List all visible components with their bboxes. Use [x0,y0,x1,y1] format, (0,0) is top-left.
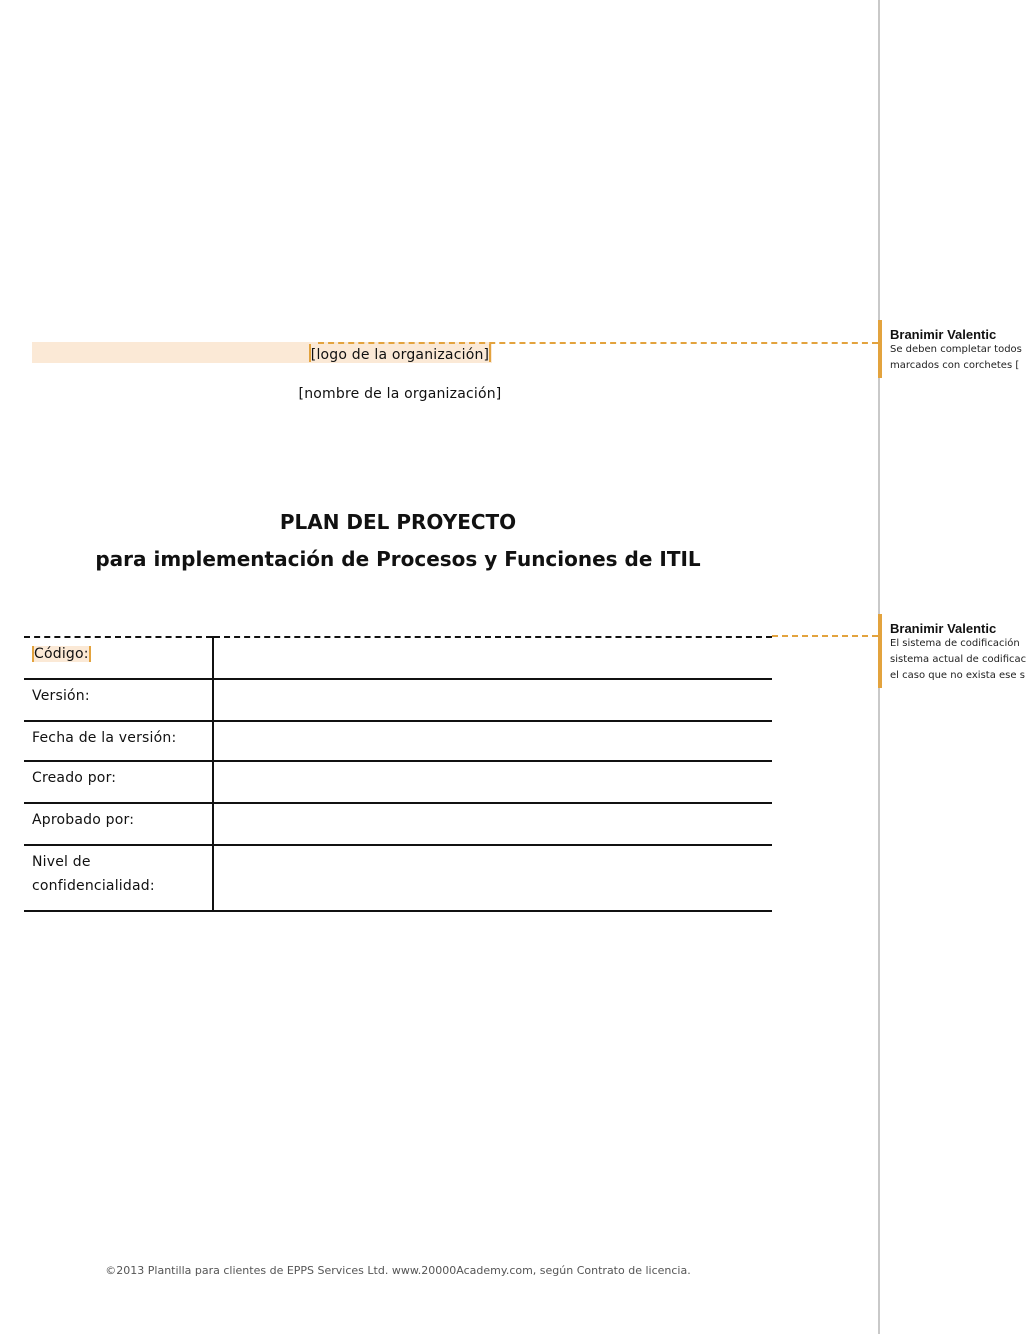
code-comment-highlight[interactable]: Código: [34,646,89,662]
comment-balloon[interactable] [878,614,1026,688]
table-row [24,679,772,721]
created-by-value[interactable] [213,761,772,803]
table-row [24,761,772,803]
page-footer: ©2013 Plantilla para clientes de EPPS Services Ltd. www.20000Academy.com, según Contrato de licencia. [105,1264,691,1277]
document-metadata-table [24,636,772,912]
version-date-label: Fecha de la versión: [24,721,213,761]
version-value[interactable] [213,679,772,721]
table-row [24,721,772,761]
logo-placeholder[interactable]: [logo de la organización] [0,344,800,363]
code-value[interactable] [213,637,772,679]
table-row [24,845,772,911]
comment-connector-1 [318,342,878,344]
table-row [24,803,772,845]
organization-name[interactable]: [nombre de la organización] [298,386,502,402]
approved-by-label: Aprobado por: [24,803,213,845]
comment-end-marker [489,344,491,362]
created-by-label: Creado por: [24,761,213,803]
comment-connector-2 [772,635,878,637]
comment-balloon[interactable] [878,320,1026,378]
table-row [24,637,772,679]
comment-text-line: Se deben completar todos [890,344,1022,355]
comment-text-line: marcados con corchetes [ [890,360,1020,371]
comment-author: Branimir Valentic [890,621,997,636]
comment-text-line: el caso que no exista ese s [890,670,1025,681]
document-title: PLAN DEL PROYECTO [279,510,517,534]
confidentiality-value[interactable] [213,845,772,911]
comment-text-line: El sistema de codificación [890,638,1020,649]
comment-text-line: sistema actual de codificac [890,654,1026,665]
version-date-value[interactable] [213,721,772,761]
version-label: Versión: [24,679,213,721]
approved-by-value[interactable] [213,803,772,845]
confidentiality-label: Nivel de confidencialidad: [24,845,213,911]
document-subtitle: para implementación de Procesos y Funciones de ITIL [95,547,701,571]
code-label [24,637,213,679]
comment-author: Branimir Valentic [890,327,997,342]
